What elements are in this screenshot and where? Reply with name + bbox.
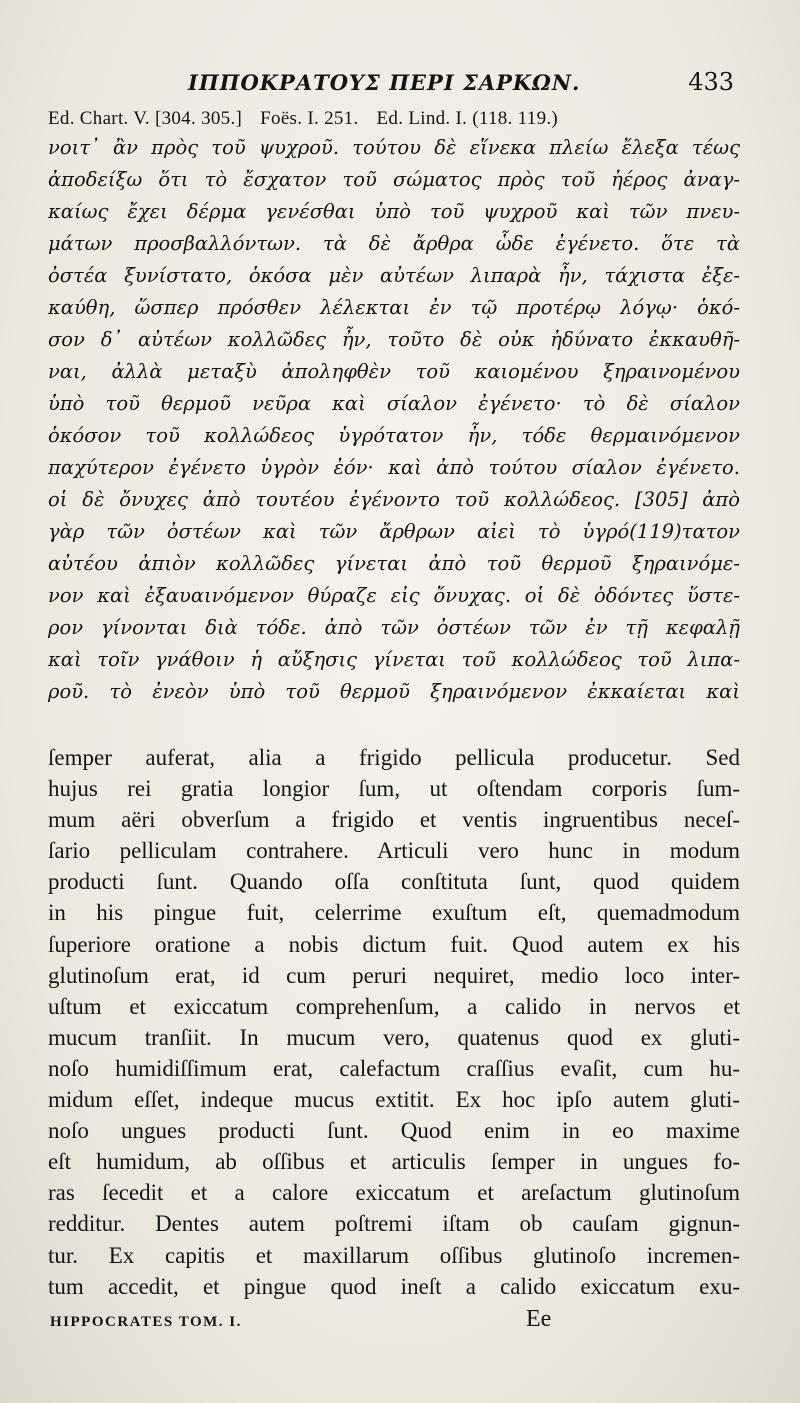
latin-line: in his pingue fuit, celerrime exuſtum eſt, quemadmodum [48,900,740,926]
latin-line: noſo humidiſſimum erat, calefactum craſſius evaſit, cum hu- [48,1055,740,1081]
running-head [48,70,740,104]
latin-text-block [48,742,740,1302]
greek-line: ναι, ἀλλὰ μεταξὺ ἀποληφθὲν τοῦ καιομένου ξηραινομένου [48,360,740,383]
latin-line: tur. Ex capitis et maxillarum oſſibus glutinoſo incremen- [48,1242,740,1268]
greek-line: καὶ τοῖν γνάθοιν ἡ αὔξησις γίνεται τοῦ κολλώδεος τοῦ λιπα- [48,648,740,671]
greek-line: ὀστέα ξυνίστατο, ὁκόσα μὲν αὐτέων λιπαρὰ ἦν, τάχιστα ἐξε- [48,264,740,287]
greek-line: ὑπὸ τοῦ θερμοῦ νεῦρα καὶ σίαλον ἐγένετο· τὸ δὲ σίαλον [48,392,740,415]
latin-line: redditur. Dentes autem poſtremi iſtam ob cauſam gignun- [48,1211,740,1237]
greek-line: καύθη, ὥσπερ πρόσθεν λέλεκται ἐν τῷ προτέρῳ λόγῳ· ὁκό- [48,296,740,319]
latin-line: ras ſecedit et a calore exiccatum et areſactum glutinoſum [48,1180,740,1206]
signature-mark: Ee [526,1305,552,1332]
greek-line: γὰρ τῶν ὀστέων καὶ τῶν ἄρθρων αἰεὶ τὸ ὑγρό(119)τατον [48,520,740,543]
edition-references [48,108,740,130]
latin-line: hujus rei gratia longior ſum, ut oſtendam corporis ſum- [48,776,740,802]
latin-line: ſario pelliculam contrahere. Articuli vero hunc in modum [48,838,740,864]
latin-line: midum eſſet, indeque mucus extitit. Ex hoc ipſo autem gluti- [48,1087,740,1113]
greek-line: νοιτ᾽ ἂν πρὸς τοῦ ψυχροῦ. τούτου δὲ εἵνεκα πλείω ἔλεξα τέως [48,136,740,159]
greek-line: οἱ δὲ ὄνυχες ἀπὸ τουτέου ἐγένοντο τοῦ κολλώδεος. [305] ἀπὸ [48,488,740,511]
greek-line: ἀποδείξω ὅτι τὸ ἔσχατον τοῦ σώματος πρὸς τοῦ ἠέρος ἀναγ- [48,168,740,191]
latin-line: mucum tranſiit. In mucum vero, quatenus quod ex gluti- [48,1024,740,1050]
signature-line: HIPPOCRATES TOM. I. [50,1313,242,1330]
latin-line: glutinoſum erat, id cum peruri nequiret, medio loco inter- [48,962,740,988]
greek-line: νον καὶ ἐξαυαινόμενον θύραζε εἰς ὄνυχας. οἱ δὲ ὀδόντες ὕστε- [48,584,740,607]
greek-line: ὁκόσον τοῦ κολλώδεος ὑγρότατον ἦν, τόδε θερμαινόμενον [48,424,740,447]
latin-line: mum aëri obverſum a frigido et ventis ingruentibus neceſ- [48,807,740,833]
latin-line: ſemper auferat, alia a frigido pellicula producetur. Sed [48,745,740,770]
greek-text-block [48,132,740,708]
edition-ref-chart: Ed. Chart. V. [304. 305.] [48,108,243,129]
greek-line: παχύτερον ἐγένετο ὑγρὸν ἐόν· καὶ ἀπὸ τούτου σίαλον ἐγένετο. [48,456,740,479]
page-footer [48,1306,740,1346]
latin-line: tum accedit, et pingue quod ineſt a calido exiccatum exu- [48,1273,740,1299]
column-gap [48,708,740,742]
greek-line: σον δ᾽ αὐτέων κολλῶδες ἦν, τοῦτο δὲ οὐκ ἠδύνατο ἐκκαυθῆ- [48,328,740,351]
greek-line: μάτων προσβαλλόντων. τὰ δὲ ἄρθρα ὧδε ἐγένετο. ὅτε τὰ [48,232,740,255]
edition-ref-foes: Foës. I. 251. [260,108,359,129]
page-number: 433 [688,68,734,96]
latin-line: eſt humidum, ab oſſibus et articulis ſemper in ungues fo- [48,1149,740,1175]
latin-line: ſuperiore oratione a nobis dictum fuit. Quod autem ex his [48,931,740,957]
latin-line: uſtum et exiccatum comprehenſum, a calido in nervos et [48,993,740,1019]
latin-line: producti ſunt. Quando oſſa conſtituta ſunt, quod quidem [48,869,740,895]
greek-line: ροῦ. τὸ ἐνεὸν ὑπὸ τοῦ θερμοῦ ξηραινόμενον ἐκκαίεται καὶ [48,680,740,703]
greek-line: καίως ἔχει δέρμα γενέσθαι ὑπὸ τοῦ ψυχροῦ καὶ τῶν πνευ- [48,200,740,223]
edition-ref-lind: Ed. Lind. I. (118. 119.) [376,108,559,129]
latin-line: noſo ungues producti ſunt. Quod enim in eo maxime [48,1118,740,1144]
greek-line: ρον γίνονται διὰ τόδε. ἀπὸ τῶν ὀστέων τῶν ἐν τῇ κεφαλῇ [48,616,740,639]
running-title: ΙΠΠΟΚΡΑΤΟΥΣ ΠΕΡΙ ΣΑΡΚΩΝ. [188,70,581,95]
greek-line: αὐτέου ἀπιὸν κολλῶδες γίνεται ἀπὸ τοῦ θερμοῦ ξηραινόμε- [48,552,740,575]
